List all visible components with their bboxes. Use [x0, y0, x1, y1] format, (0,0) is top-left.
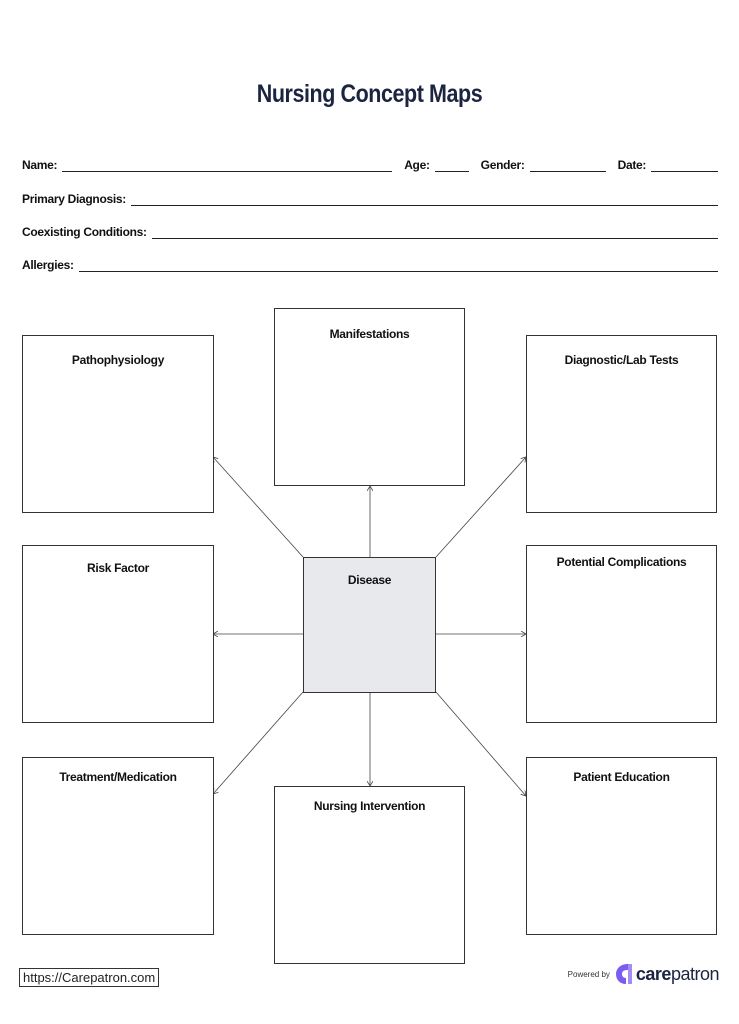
manifestations-box[interactable] [274, 308, 465, 486]
treatment-label: Treatment/Medication [59, 770, 177, 784]
disease-box[interactable] [303, 557, 436, 693]
name-label: Name: [22, 158, 58, 172]
brand-rest: patron [670, 963, 719, 984]
arrow-to-patient-education [436, 692, 526, 796]
patient-education-box[interactable] [526, 757, 717, 935]
powered-by-text: Powered by [567, 969, 610, 979]
powered-by-carepatron[interactable] [568, 962, 719, 986]
page-title: Nursing Concept Maps [256, 80, 483, 108]
diagnostic-box[interactable] [526, 335, 717, 513]
nursing-intervention-box[interactable] [274, 786, 465, 964]
gender-label: Gender: [480, 158, 525, 172]
treatment-box[interactable] [22, 757, 214, 935]
primary-diagnosis-label: Primary Diagnosis: [22, 192, 126, 206]
patient-education-label: Patient Education [573, 770, 670, 784]
brand-bold: care [635, 963, 671, 984]
allergies-label: Allergies: [22, 258, 74, 272]
carepatron-logo-icon [614, 962, 634, 986]
age-label: Age: [404, 158, 430, 172]
pathophysiology-label: Pathophysiology [71, 353, 165, 367]
coexisting-conditions-label: Coexisting Conditions: [22, 225, 147, 239]
date-label: Date: [617, 158, 647, 172]
complications-box[interactable] [526, 545, 717, 723]
nursing-intervention-label: Nursing Intervention [313, 799, 426, 813]
arrow-to-treatment [213, 692, 303, 794]
complications-label: Potential Complications [556, 555, 687, 569]
disease-label: Disease [347, 573, 392, 587]
carepatron-link[interactable]: https://Carepatron.com [19, 968, 159, 987]
carepatron-brand [636, 964, 719, 985]
manifestations-label: Manifestations [329, 327, 410, 341]
pathophysiology-box[interactable] [22, 335, 214, 513]
risk-factor-box[interactable] [22, 545, 214, 723]
diagnostic-label: Diagnostic/Lab Tests [564, 353, 679, 367]
risk-factor-label: Risk Factor [86, 561, 150, 575]
